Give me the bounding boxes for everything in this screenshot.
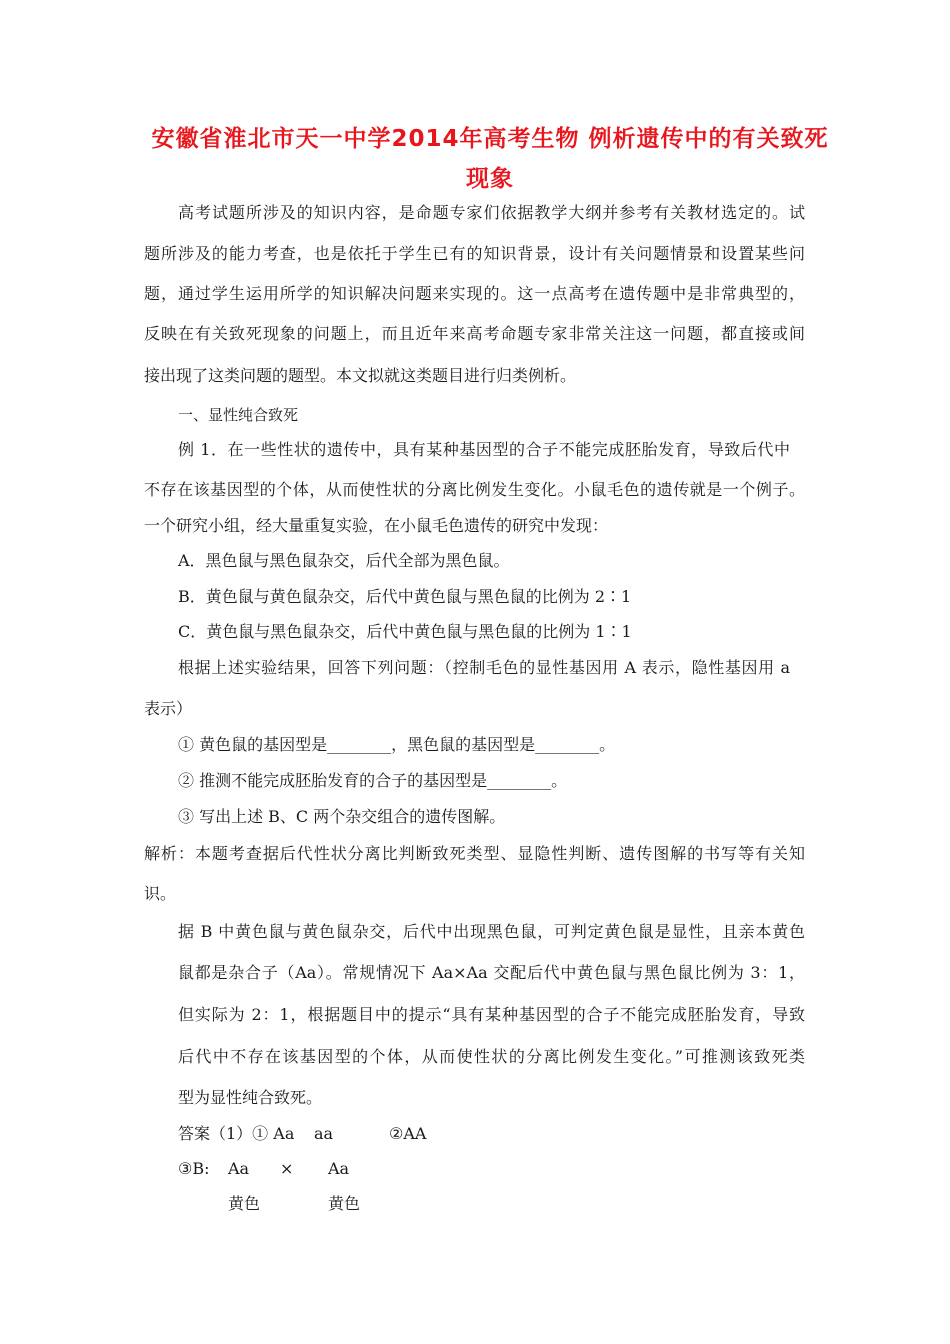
analysis-detail-line-2: 鼠都是杂合子（Aa）。常规情况下 Aa×Aa 交配后代中黄色鼠与黑色鼠比例为 3：1， (178, 963, 805, 982)
option-a: A．黑色鼠与黑色鼠杂交，后代全部为黑色鼠。 (178, 551, 510, 570)
cross-phenotype1: 黄色 (228, 1194, 261, 1213)
intro-line-2: 题所涉及的能力考查，也是依托于学生已有的知识背景，设计有关问题情景和设置某些问 (144, 244, 805, 263)
example1-line-2: 不存在该基因型的个体，从而使性状的分离比例发生变化。小鼠毛色的遗传就是一个例子。 (144, 480, 805, 499)
intro-line-3: 题，通过学生运用所学的知识解决问题来实现的。这一点高考在遗传题中是非常典型的， (144, 284, 805, 303)
section-heading: 一、显性纯合致死 (178, 406, 299, 424)
intro-line-4: 反映在有关致死现象的问题上，而且近年来高考命题专家非常关注这一问题，都直接或间 (144, 324, 805, 343)
example1-line-3: 一个研究小组，经大量重复实验，在小鼠毛色遗传的研究中发现： (144, 516, 609, 535)
cross-parent2: Aa (328, 1159, 350, 1178)
document-title-line2: 现象 (466, 166, 514, 192)
analysis-detail-line-3: 但实际为 2：1，根据题目中的提示“具有某种基因型的合子不能完成胚胎发育，导致 (178, 1005, 805, 1024)
option-c: C．黄色鼠与黑色鼠杂交，后代中黄色鼠与黑色鼠的比例为 1∶1 (178, 622, 632, 641)
analysis-detail-line-4: 后代中不存在该基因型的个体，从而使性状的分离比例发生变化。”可推测该致死类 (178, 1047, 805, 1066)
question-3: ③ 写出上述 B、C 两个杂交组合的遗传图解。 (178, 807, 506, 826)
answer-label: 答案（1）① Aa (178, 1124, 295, 1143)
cross-label: ③B: (178, 1159, 210, 1178)
analysis-line-2: 识。 (144, 884, 177, 903)
cross-phenotype2: 黄色 (328, 1194, 361, 1213)
answer-part2: ②AA (389, 1124, 427, 1143)
question-intro-line-1: 根据上述实验结果，回答下列问题：（控制毛色的显性基因用 A 表示，隐性基因用 a (178, 658, 790, 677)
intro-line-1: 高考试题所涉及的知识内容，是命题专家们依据教学大纲并参考有关教材选定的。试 (178, 203, 805, 222)
question-2: ② 推测不能完成胚胎发育的合子的基因型是________。 (178, 771, 568, 790)
cross-parent1: Aa (228, 1159, 250, 1178)
question-intro-line-2: 表示） (144, 699, 193, 718)
cross-times: × (280, 1159, 294, 1178)
question-1: ① 黄色鼠的基因型是________，黑色鼠的基因型是________。 (178, 735, 616, 754)
intro-line-5: 接出现了这类问题的题型。本文拟就这类题目进行归类例析。 (144, 366, 577, 385)
option-b: B．黄色鼠与黄色鼠杂交，后代中黄色鼠与黑色鼠的比例为 2∶1 (178, 587, 632, 606)
example1-line-1: 例 1．在一些性状的遗传中，具有某种基因型的合子不能完成胚胎发育，导致后代中 (178, 440, 790, 459)
answer-aa: aa (314, 1124, 334, 1143)
analysis-detail-line-1: 据 B 中黄色鼠与黄色鼠杂交，后代中出现黑色鼠，可判定黄色鼠是显性，且亲本黄色 (178, 922, 805, 941)
analysis-detail-line-5: 型为显性纯合致死。 (178, 1088, 323, 1107)
document-title-line1: 安徽省淮北市天一中学2014年高考生物 例析遗传中的有关致死 (151, 126, 829, 152)
analysis-line-1: 解析：本题考查据后代性状分离比判断致死类型、显隐性判断、遗传图解的书写等有关知 (144, 844, 805, 863)
